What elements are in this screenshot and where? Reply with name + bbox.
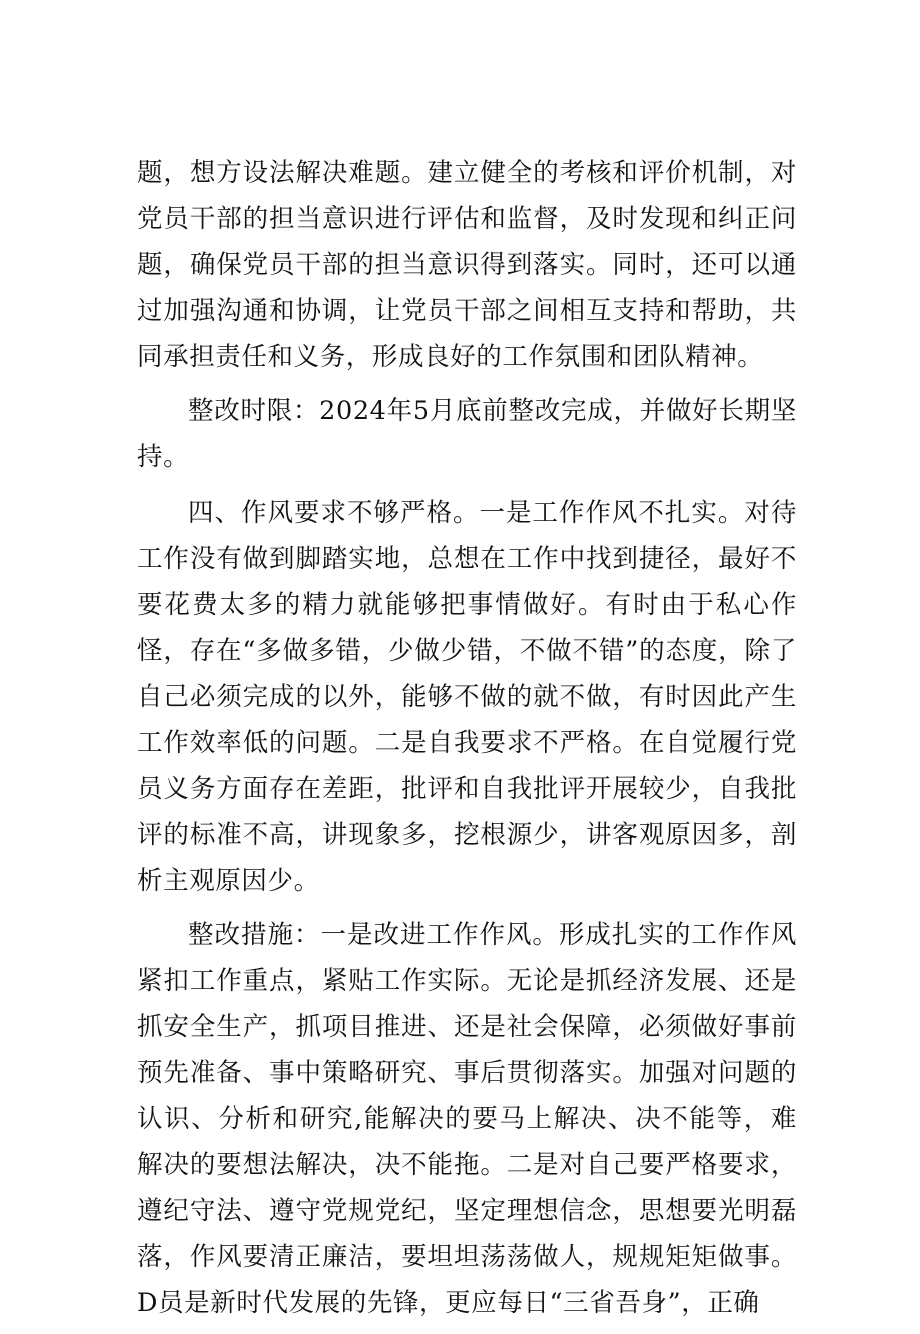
document-body <box>137 150 797 1334</box>
paragraph-continuation: 题，想方设法解决难题。建立健全的考核和评价机制，对党员干部的担当意识进行评估和监督，及时发现和纠正问题，确保党员干部的担当意识得到落实。同时，还可以通过加强沟通和协调，让党员干部之间相互支持和帮助，共同承担责任和义务，形成良好的工作氛围和团队精神。 <box>137 158 797 372</box>
paragraph-issue-four: 四、作风要求不够严格。一是工作作风不扎实。对待工作没有做到脚踏实地，总想在工作中找到捷径，最好不要花费太多的精力就能够把事情做好。有时由于私心作怪，存在“多做多错，少做少错，不做不错”的态度，除了自己必须完成的以外，能够不做的就不做，有时因此产生工作效率低的问题。二是自我要求不严格。在自觉履行党员义务方面存在差距，批评和自我批评开展较少，自我批评的标准不高，讲现象多，挖根源少，讲客观原因多，剖析主观原因少。 <box>137 498 797 896</box>
paragraph-rectification-measures: 整改措施：一是改进工作作风。形成扎实的工作作风紧扣工作重点，紧贴工作实际。无论是抓经济发展、还是抓安全生产，抓项目推进、还是社会保障，必须做好事前预先准备、事中策略研究、事后贯彻落实。加强对问题的认识、分析和研究,能解决的要马上解决、决不能等，难解决的要想法解决，决不能拖。二是对自己要严格要求，遵纪守法、遵守党规党纪，坚定理想信念，思想要光明磊落，作风要清正廉洁，要坦坦荡荡做人，规规矩矩做事。D员是新时代发展的先锋，更应每日“三省吾身”，正确 <box>137 920 797 1318</box>
paragraph-rectification-deadline: 整改时限：2024年5月底前整改完成，并做好长期坚持。 <box>137 396 797 472</box>
